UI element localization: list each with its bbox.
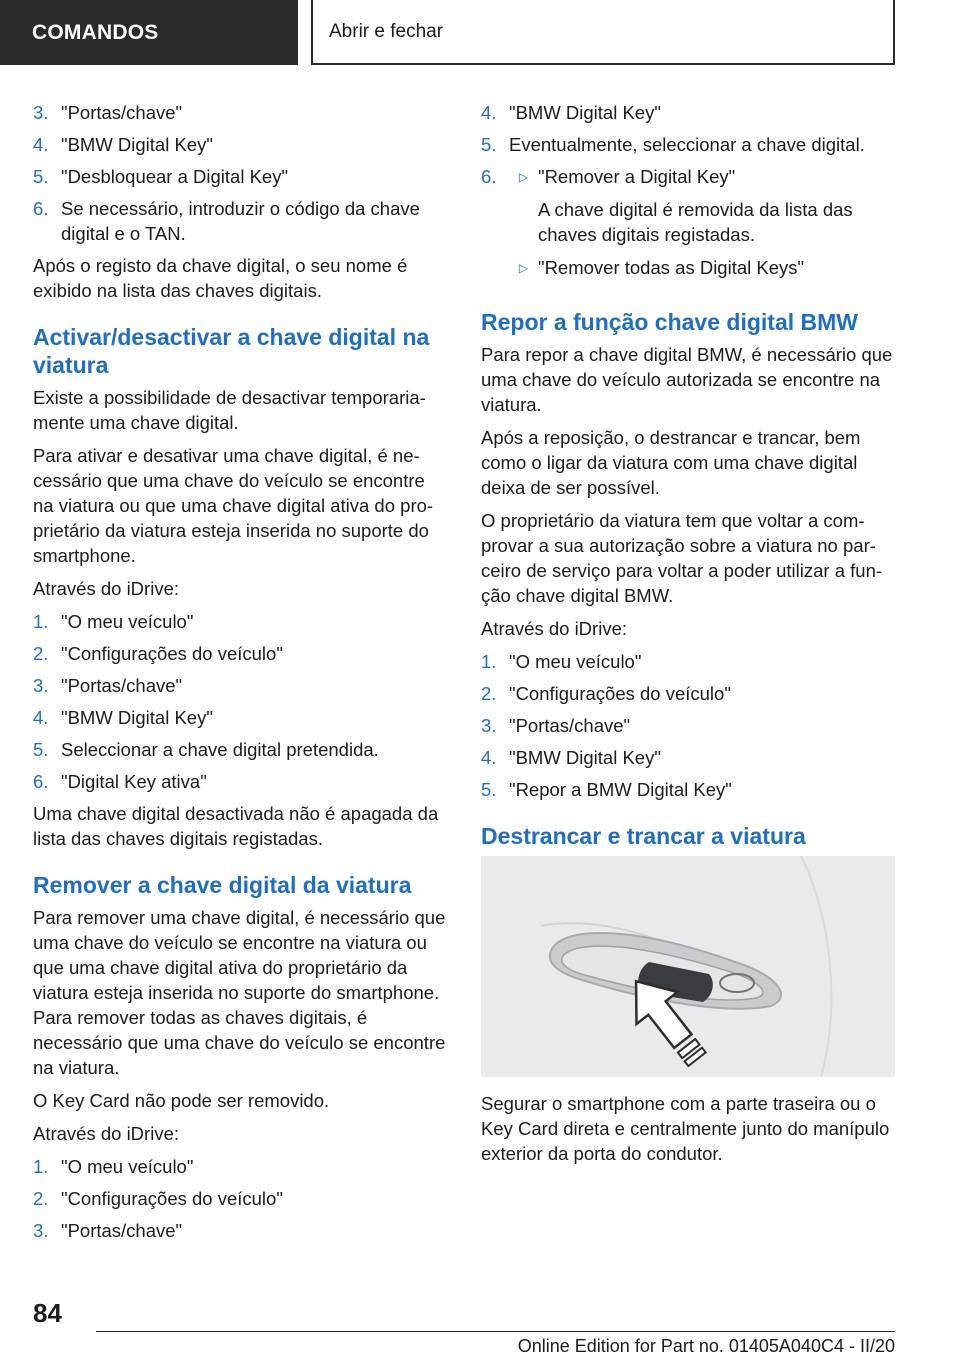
paragraph: Após o registo da chave digital, o seu nome é exibido na lista das chaves digitais. [33, 255, 408, 301]
step-list [33, 609, 447, 794]
subsection-tab [311, 0, 895, 65]
list-item: 5. Eventualmente, seleccionar a chave digital. [481, 134, 865, 155]
heading-reset: Repor a função chave digital BMW [481, 309, 858, 335]
sub-option: ▷ "Remover todas as Digital Keys" [509, 255, 895, 281]
list-item: 5. "Desbloquear a Digital Key" [33, 166, 289, 187]
paragraph: Após a reposição, o destrancar e trancar, bem como o ligar da viatura com uma chave digital deixa de ser possível. [481, 427, 861, 498]
list-item: 1. "O meu veículo" [33, 611, 194, 632]
list-item: 5. "Repor a BMW Digital Key" [481, 779, 732, 800]
paragraph: Através do iDrive: [33, 578, 179, 599]
paragraph: Através do iDrive: [33, 1123, 179, 1144]
list-item: 6. Se necessário, introduzir o código da chave digital e o TAN. [33, 198, 420, 244]
footer-edition: Online Edition for Part no. 01405A040C4 - II/20 [517, 1336, 895, 1356]
heading-remove: Remover a chave digital da viatura [33, 872, 412, 898]
paragraph: Para repor a chave digital BMW, é necessário que uma chave do veículo autorizada se encontre na viatura. [481, 344, 893, 415]
paragraph: O proprietário da viatura tem que voltar a comprovar a sua autorização sobre a viatura no parceiro de serviço para voltar a poder utilizar a função chave digital BMW. [481, 510, 883, 606]
paragraph: Para remover uma chave digital, é necessário que uma chave do veículo se encontre na viatura ou que uma chave digital ativa do proprietário da viatura esteja inserida no suporte do smartphone. Para remover todas as chaves digitais, é necessário que uma chave do veículo se encontre na viatura. [33, 907, 446, 1078]
list-item: 5. Seleccionar a chave digital pretendida. [33, 739, 379, 760]
sub-option-description: A chave digital é removida da lista das chaves digitais registadas. [538, 199, 853, 245]
list-item: 4. "BMW Digital Key" [481, 747, 661, 768]
list-item: 3. "Portas/chave" [33, 1220, 183, 1241]
paragraph: Existe a possibilidade de desactivar temporariamente uma chave digital. [33, 387, 426, 433]
left-column [33, 100, 447, 1250]
section-title: COMANDOS [32, 20, 159, 44]
paragraph: Através do iDrive: [481, 618, 627, 639]
list-item: 4. "BMW Digital Key" [33, 707, 213, 728]
list-item: 3. "Portas/chave" [481, 715, 631, 736]
list-item: 3. "Portas/chave" [33, 102, 183, 123]
footer-divider [96, 1331, 895, 1332]
door-handle-image [481, 856, 895, 1077]
step-list [481, 100, 895, 288]
list-item: 6. "Digital Key ativa" [33, 771, 207, 792]
step-list [33, 100, 447, 246]
list-item: 1. "O meu veículo" [33, 1156, 194, 1177]
page-number: 84 [33, 1298, 62, 1328]
paragraph: Para ativar e desativar uma chave digital, é necessário que uma chave do veículo se encontre na viatura ou que uma chave digital ativa do proprietário da viatura esteja inserida no suporte do smartphone. [33, 445, 434, 566]
right-column [481, 100, 895, 1174]
list-item: 2. "Configurações do veículo" [33, 643, 283, 664]
heading-lock: Destrancar e trancar a viatura [481, 823, 806, 849]
sub-option-list [509, 164, 895, 288]
list-item: 4. "BMW Digital Key" [481, 102, 661, 123]
list-item: 1. "O meu veículo" [481, 651, 642, 672]
list-item: 3. "Portas/chave" [33, 675, 183, 696]
list-item: 6. ▷ "Remover a Digital Key" A chave digital é removida da lista das chaves digitais registadas. ▷ "Remover todas as Digital Keys" [481, 164, 895, 288]
paragraph: Segurar o smartphone com a parte traseira ou o Key Card direta e centralmente junto do manípulo exterior da porta do condutor. [481, 1093, 890, 1164]
sub-option: ▷ "Remover a Digital Key" [509, 164, 895, 190]
triangle-bullet-icon: ▷ [518, 261, 529, 275]
paragraph: Uma chave digital desactivada não é apagada da lista das chaves digitais registadas. [33, 803, 439, 849]
step-list [481, 649, 895, 802]
list-item: 2. "Configurações do veículo" [481, 683, 731, 704]
list-item: 2. "Configurações do veículo" [33, 1188, 283, 1209]
door-handle-illustration [481, 856, 895, 1077]
section-tab [0, 0, 298, 65]
step-list [33, 1154, 447, 1243]
heading-activate: Activar/desactivar a chave digital na viatura [33, 324, 430, 378]
triangle-bullet-icon: ▷ [518, 170, 529, 184]
subsection-title: Abrir e fechar [329, 20, 444, 42]
paragraph: O Key Card não pode ser removido. [33, 1090, 330, 1111]
list-item: 4. "BMW Digital Key" [33, 134, 213, 155]
